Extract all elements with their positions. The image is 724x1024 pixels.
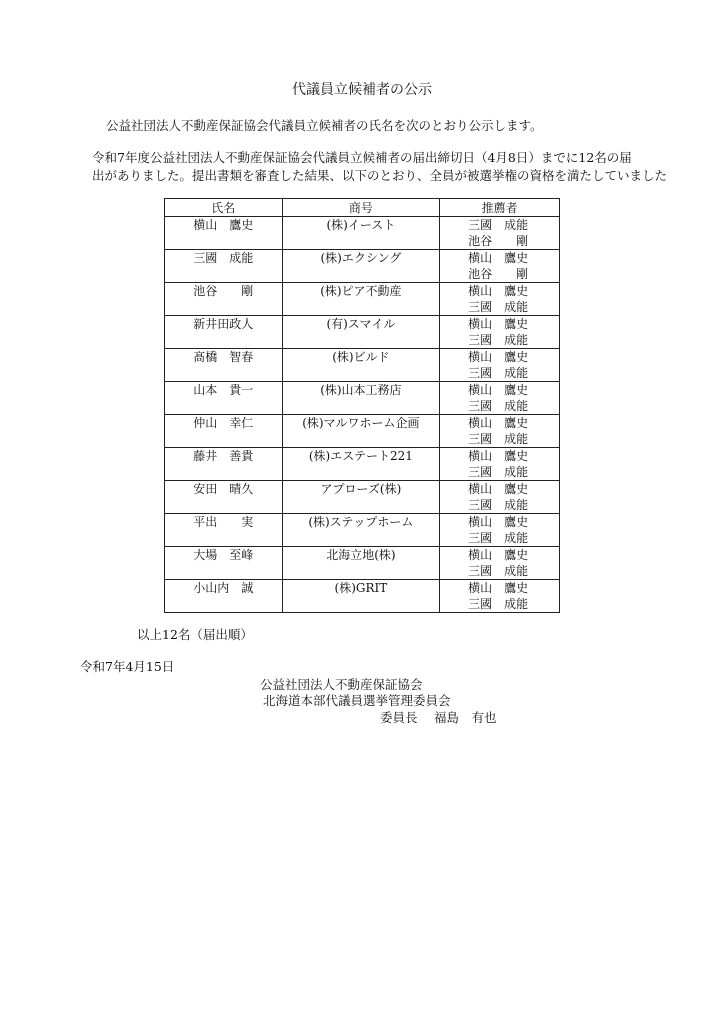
recommender-name: 横山 鷹史: [468, 449, 529, 463]
candidate-name-cell: [165, 481, 283, 514]
recommender-name: 池谷 剛: [468, 234, 529, 248]
candidate-name: 新井田政人: [193, 317, 254, 331]
recommender-name: 横山 鷹史: [468, 548, 529, 562]
trade-name: (株)ピア不動産: [320, 284, 402, 298]
candidate-name: 山本 貴一: [193, 383, 254, 397]
recommender-name: 横山 鷹史: [468, 317, 529, 331]
candidate-name: 池谷 剛: [193, 284, 254, 298]
trade-name-cell: [282, 349, 440, 382]
recommenders-cell: [440, 250, 560, 283]
table-row: [165, 580, 560, 613]
recommenders-cell: [440, 514, 560, 547]
recommender-name: 横山 鷹史: [468, 581, 529, 595]
recommenders-cell: [440, 415, 560, 448]
candidate-name-cell: [165, 217, 283, 250]
table-row: [165, 547, 560, 580]
candidate-name: 三國 成能: [193, 251, 254, 265]
candidate-name-cell: [165, 316, 283, 349]
trade-name-cell: [282, 316, 440, 349]
candidate-table-body: [165, 217, 560, 613]
table-header-row: [165, 199, 560, 217]
candidate-name-cell: [165, 448, 283, 481]
recommender-name: 三國 成能: [468, 432, 529, 446]
trade-name: (株)イースト: [326, 218, 396, 232]
recommender-name: 横山 鷹史: [468, 284, 529, 298]
candidate-name-cell: [165, 283, 283, 316]
trade-name: (株)ビルド: [332, 350, 390, 364]
recommender-name: 横山 鷹史: [468, 416, 529, 430]
candidate-name-cell: [165, 580, 283, 613]
recommenders-cell: [440, 316, 560, 349]
table-row: [165, 514, 560, 547]
recommender-name: 横山 鷹史: [468, 515, 529, 529]
recommender-name: 三國 成能: [468, 300, 529, 314]
candidate-name: 髙橋 智春: [193, 350, 254, 364]
recommender-name: 三國 成能: [468, 366, 529, 380]
recommenders-cell: [440, 382, 560, 415]
trade-name-cell: [282, 448, 440, 481]
candidate-name-cell: [165, 382, 283, 415]
trade-name: (株)ステップホーム: [308, 515, 414, 529]
trade-name: アプローズ(株): [320, 482, 402, 496]
recommenders-cell: [440, 448, 560, 481]
recommender-name: 三國 成能: [468, 218, 529, 232]
trade-name-cell: [282, 580, 440, 613]
recommender-name: 横山 鷹史: [468, 251, 529, 265]
trade-name-cell: [282, 382, 440, 415]
candidate-name: 仲山 幸仁: [193, 416, 254, 430]
footnote: 以上12名（届出順）: [137, 627, 253, 642]
recommender-name: 横山 鷹史: [468, 482, 529, 496]
header-name: 氏名: [165, 199, 283, 217]
candidate-name-cell: [165, 514, 283, 547]
recommender-name: 三國 成能: [468, 399, 529, 413]
trade-name: 北海立地(株): [326, 548, 396, 562]
recommender-name: 三國 成能: [468, 333, 529, 347]
candidate-name: 小山内 誠: [193, 581, 254, 595]
recommender-name: 横山 鷹史: [468, 383, 529, 397]
trade-name-cell: [282, 481, 440, 514]
candidate-name-cell: [165, 349, 283, 382]
table-row: [165, 448, 560, 481]
recommenders-cell: [440, 481, 560, 514]
committee-name: 北海道本部代議員選挙管理委員会: [263, 693, 451, 708]
recommender-name: 三國 成能: [468, 465, 529, 479]
candidate-name: 藤井 善貴: [193, 449, 254, 463]
table-row: [165, 481, 560, 514]
recommender-name: 三國 成能: [468, 564, 529, 578]
candidate-name: 安田 晴久: [193, 482, 254, 496]
trade-name: (有)スマイル: [326, 317, 396, 331]
candidate-table: [164, 198, 560, 613]
table-row: [165, 415, 560, 448]
trade-name: (株)山本工務店: [320, 383, 402, 397]
trade-name-cell: [282, 415, 440, 448]
organization-name: 公益社団法人不動産保証協会: [260, 677, 423, 692]
trade-name: (株)GRIT: [334, 581, 388, 595]
candidate-name: 平出 実: [193, 515, 254, 529]
body-paragraph-line-2: 出がありました。提出書類を審査した結果、以下のとおり、全員が被選挙権の資格を満たしていました: [92, 168, 668, 183]
header-trade-name: 商号: [282, 199, 440, 217]
recommender-name: 池谷 剛: [468, 267, 529, 281]
recommenders-cell: [440, 283, 560, 316]
table-row: [165, 283, 560, 316]
body-paragraph-line-1: 令和7年度公益社団法人不動産保証協会代議員立候補者の届出締切日（4月8日）までに12名の届: [92, 150, 632, 165]
candidate-name-cell: [165, 415, 283, 448]
header-recommenders: 推薦者: [440, 199, 560, 217]
candidate-name: 横山 鷹史: [193, 218, 254, 232]
notice-title: 代議員立候補者の公示: [292, 82, 432, 98]
table-row: [165, 382, 560, 415]
candidate-name-cell: [165, 547, 283, 580]
trade-name-cell: [282, 217, 440, 250]
table-row: [165, 349, 560, 382]
recommenders-cell: [440, 349, 560, 382]
recommenders-cell: [440, 547, 560, 580]
trade-name: (株)エステート221: [308, 449, 413, 463]
table-row: [165, 316, 560, 349]
trade-name-cell: [282, 547, 440, 580]
recommenders-cell: [440, 580, 560, 613]
table-row: [165, 250, 560, 283]
trade-name-cell: [282, 250, 440, 283]
recommender-name: 三國 成能: [468, 531, 529, 545]
table-row: [165, 217, 560, 250]
trade-name: (株)マルワホーム企画: [302, 416, 420, 430]
chairperson: 委員長 福島 有也: [380, 710, 497, 725]
recommender-name: 横山 鷹史: [468, 350, 529, 364]
candidate-name: 大場 至峰: [193, 548, 254, 562]
recommender-name: 三國 成能: [468, 597, 529, 611]
trade-name: (株)エクシング: [320, 251, 402, 265]
recommenders-cell: [440, 217, 560, 250]
intro-paragraph: 公益社団法人不動産保証協会代議員立候補者の氏名を次のとおり公示します。: [106, 118, 543, 133]
notice-date: 令和7年4月15日: [80, 659, 175, 674]
trade-name-cell: [282, 283, 440, 316]
trade-name-cell: [282, 514, 440, 547]
candidate-name-cell: [165, 250, 283, 283]
recommender-name: 三國 成能: [468, 498, 529, 512]
